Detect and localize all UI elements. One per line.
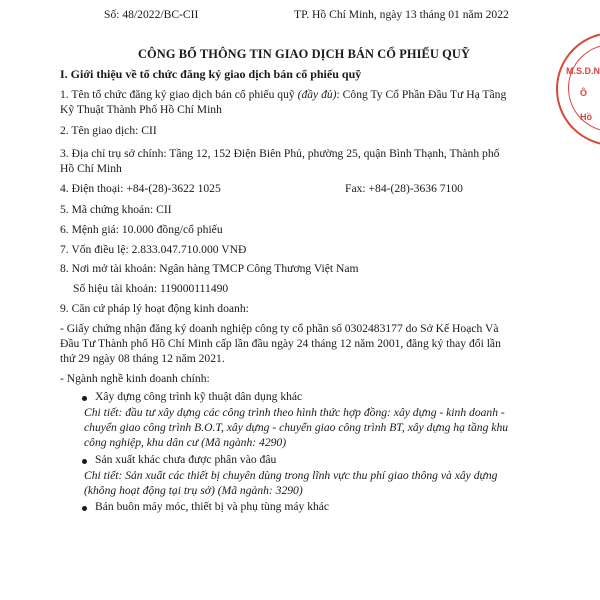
- business-item-label: Xây dựng công trình kỹ thuật dân dụng khác: [95, 390, 303, 403]
- item-phone: 4. Điện thoại: +84-(28)-3622 1025: [60, 182, 221, 195]
- stamp-text-side: Hồ: [580, 112, 592, 122]
- bullet-icon: [82, 459, 87, 464]
- business-item-label: Sản xuất khác chưa được phân vào đâu: [95, 453, 277, 466]
- business-item-detail: Chi tiết: Sản xuất các thiết bị chuyên dùng trong lĩnh vực thu phí giao thông và xây dựng: [84, 469, 498, 482]
- business-item-detail: Chi tiết: đầu tư xây dựng các công trình theo hình thức hợp đồng: xây dựng - kinh doanh -: [84, 406, 505, 419]
- business-item-detail: (không hoạt động tại trụ sở) (Mã ngành: 3290): [84, 484, 303, 497]
- bullet-icon: [82, 396, 87, 401]
- section-heading: I. Giới thiệu về tổ chức đăng ký giao dịch bán cổ phiếu quỹ: [60, 67, 362, 81]
- document-date: TP. Hồ Chí Minh, ngày 13 tháng 01 năm 2022: [294, 8, 509, 21]
- cert-line-1: - Giấy chứng nhận đăng ký doanh nghiệp công ty cổ phần số 0302483177 do Sở Kế Hoạch Và: [60, 322, 499, 335]
- business-item-detail: công nghiệp, khu dân cư (Mã ngành: 4290): [84, 436, 287, 449]
- item-organization-prefix: 1. Tên tổ chức đăng ký giao dịch bán cổ phiếu quỹ: [60, 88, 298, 101]
- document-number: Số: 48/2022/BC-CII: [104, 8, 199, 21]
- item-par-value: 6. Mệnh giá: 10.000 đồng/cổ phiếu: [60, 223, 223, 236]
- item-address-line2: Hồ Chí Minh: [60, 162, 122, 175]
- item-stock-code: 5. Mã chứng khoán: CII: [60, 203, 172, 216]
- page-title: CÔNG BỐ THÔNG TIN GIAO DỊCH BÁN CỔ PHIẾU QUỸ: [138, 47, 470, 61]
- item-address: 3. Địa chỉ trụ sở chính: Tầng 12, 152 Điện Biên Phủ, phường 25, quận Bình Thạnh, Thành phố: [60, 147, 500, 160]
- item-account-number: Số hiệu tài khoản: 119000111490: [73, 282, 229, 295]
- cert-line-3: thứ 29 ngày 08 tháng 12 năm 2021.: [60, 352, 225, 365]
- business-item-detail: chuyển giao công trình B.O.T, xây dựng - chuyển giao công trình BT, xây dựng hạ tầng khu: [84, 421, 509, 434]
- company-seal-stamp: [556, 32, 600, 146]
- item-legal-basis: 9. Căn cứ pháp lý hoạt động kinh doanh:: [60, 302, 249, 315]
- business-heading: - Ngành nghề kinh doanh chính:: [60, 372, 210, 385]
- item-organization-name: [60, 88, 506, 102]
- stamp-text-mid: Ô: [580, 88, 588, 98]
- item-charter-capital: 7. Vốn điều lệ: 2.833.047.710.000 VNĐ: [60, 243, 247, 256]
- item-bank: 8. Nơi mở tài khoản: Ngân hàng TMCP Công Thương Việt Nam: [60, 262, 359, 275]
- item-trade-name: 2. Tên giao dịch: CII: [60, 124, 157, 137]
- business-item-label: Bán buôn máy móc, thiết bị và phụ tùng máy khác: [95, 500, 330, 513]
- cert-line-2: Đầu Tư Thành phố Hồ Chí Minh cấp lần đầu ngày 24 tháng 12 năm 2001, đăng ký thay đổi lần: [60, 337, 501, 350]
- stamp-text-top: M.S.D.N: [566, 66, 600, 76]
- item-organization-line2: Kỹ Thuật Thành Phố Hồ Chí Minh: [60, 103, 222, 116]
- bullet-icon: [82, 506, 87, 511]
- item-fax: Fax: +84-(28)-3636 7100: [345, 182, 463, 195]
- item-organization-rest: : Công Ty Cổ Phần Đầu Tư Hạ Tầng: [336, 88, 507, 101]
- item-organization-italic: (đầy đủ): [297, 88, 337, 101]
